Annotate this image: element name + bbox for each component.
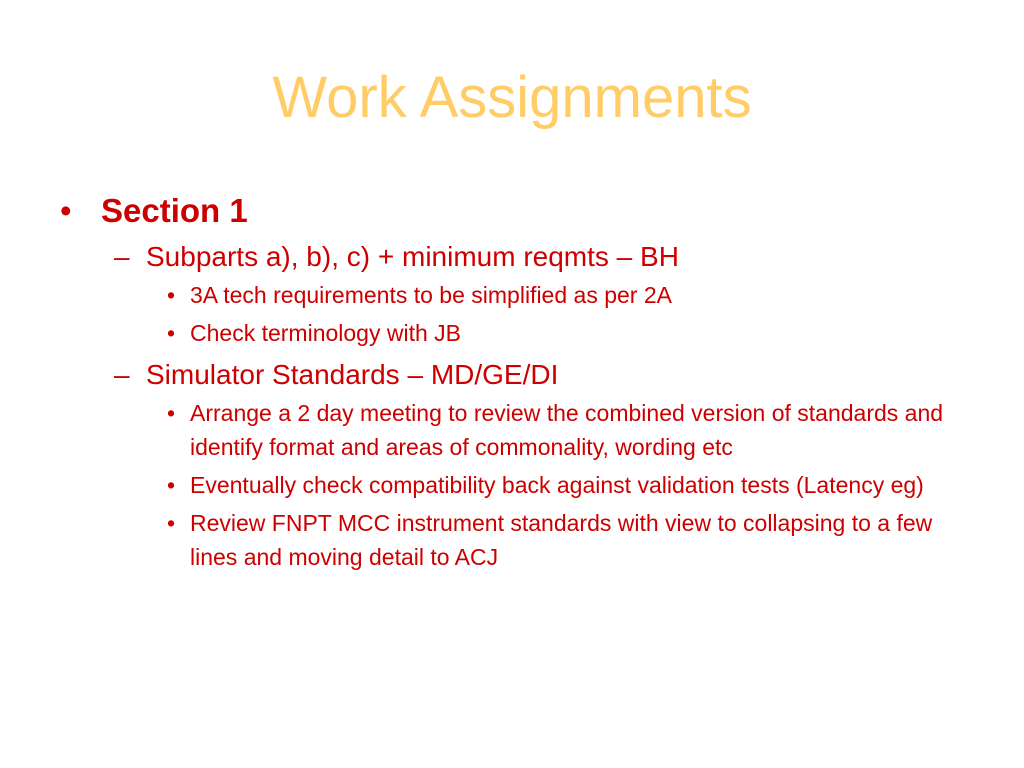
subsection-text: Subparts a), b), c) + minimum reqmts – BH — [146, 241, 679, 272]
detail-text: Review FNPT MCC instrument standards with view to collapsing to a few lines and moving detail to ACJ — [190, 510, 933, 570]
detail-item — [0, 506, 1024, 574]
subsection-text: Simulator Standards – MD/GE/DI — [146, 359, 559, 390]
subsection-item — [0, 236, 1024, 278]
section-heading-item — [0, 186, 1024, 236]
bullet-icon: • — [167, 510, 176, 536]
dash-icon: – — [114, 359, 130, 390]
detail-text: Eventually check compatibility back against validation tests (Latency eg) — [190, 472, 924, 498]
detail-text: Arrange a 2 day meeting to review the combined version of standards and identify format and areas of commonality, wording etc — [190, 400, 944, 460]
detail-text: Check terminology with JB — [190, 320, 461, 346]
detail-item — [0, 396, 1024, 464]
detail-text: 3A tech requirements to be simplified as per 2A — [190, 282, 672, 308]
bullet-icon: • — [167, 282, 176, 308]
detail-item — [0, 468, 1024, 502]
dash-icon: – — [114, 241, 130, 272]
slide-body — [0, 186, 1024, 574]
bullet-icon: • — [60, 192, 72, 229]
bullet-icon: • — [167, 400, 176, 426]
detail-item — [0, 278, 1024, 312]
detail-item — [0, 316, 1024, 350]
subsection-item — [0, 354, 1024, 396]
bullet-icon: • — [167, 472, 176, 498]
bullet-icon: • — [167, 320, 176, 346]
slide-title: Work Assignments — [272, 65, 752, 130]
section-heading: Section 1 — [101, 192, 248, 229]
